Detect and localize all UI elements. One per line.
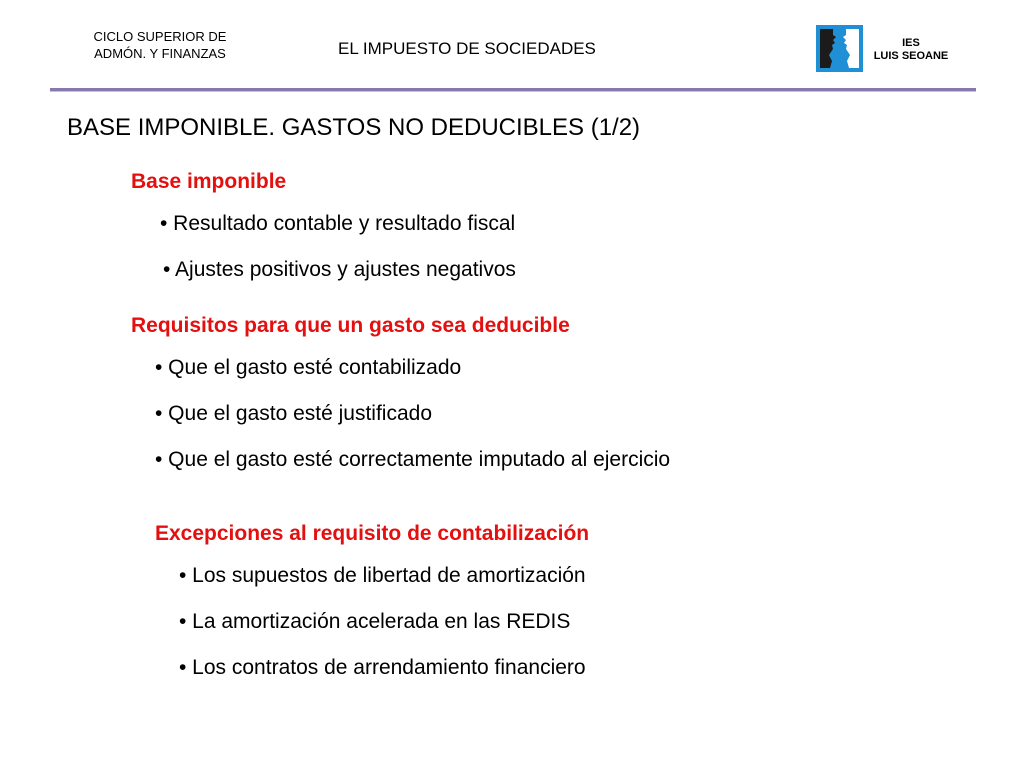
section-heading-requisitos: Requisitos para que un gasto sea deducible xyxy=(131,314,570,337)
list-item: • Que el gasto esté contabilizado xyxy=(155,356,462,379)
list-item: • La amortización acelerada en las REDIS xyxy=(179,610,571,633)
course-label xyxy=(70,28,250,62)
school-logo-icon xyxy=(816,25,863,72)
course-label-line1: CICLO SUPERIOR DE xyxy=(93,29,227,44)
list-item: • Que el gasto esté justificado xyxy=(155,402,433,425)
list-item: • Los supuestos de libertad de amortización xyxy=(179,564,586,587)
section-heading-excepciones: Excepciones al requisito de contabilización xyxy=(155,522,590,545)
school-name-line2: LUIS SEOANE xyxy=(873,50,949,62)
list-item: • Que el gasto esté correctamente imputado al ejercicio xyxy=(155,448,671,471)
school-name-line1: IES xyxy=(902,37,920,49)
slide-title: BASE IMPONIBLE. GASTOS NO DEDUCIBLES (1/2) xyxy=(67,114,641,141)
list-item: • Los contratos de arrendamiento financiero xyxy=(179,656,586,679)
course-label-line2: ADMÓN. Y FINANZAS xyxy=(94,46,226,61)
subject-title: EL IMPUESTO DE SOCIEDADES xyxy=(338,39,596,58)
list-item: • Ajustes positivos y ajustes negativos xyxy=(163,258,516,281)
header-divider-shadow xyxy=(50,91,976,92)
school-name xyxy=(866,37,956,63)
list-item: • Resultado contable y resultado fiscal xyxy=(160,212,516,235)
section-heading-base-imponible: Base imponible xyxy=(131,170,287,193)
